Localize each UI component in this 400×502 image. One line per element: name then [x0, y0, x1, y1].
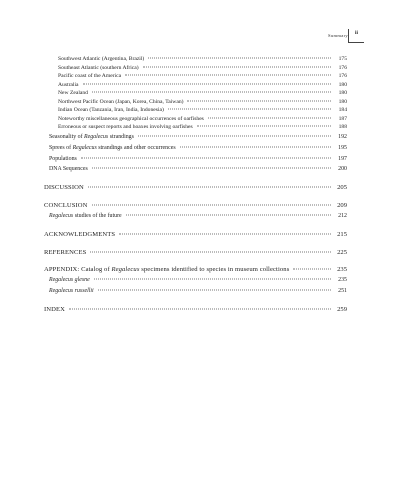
toc-entry: New Zealand 180 [58, 90, 347, 96]
toc-entry: Northwest Pacific Ocean (Japan, Korea, China, Taiwan) 180 [58, 98, 347, 105]
toc-entry: Seasonality of Regalecus strandings 192 [49, 134, 347, 140]
toc-entry-conclusion: CONCLUSION 209 [44, 202, 347, 209]
toc-entry-acknowledgments: ACKNOWLEDGMENTS 215 [44, 231, 347, 238]
toc-entry: Indian Ocean (Tanzania, Iran, India, Indonesia) 184 [58, 107, 347, 113]
toc-entry: DNA Sequences 200 [49, 166, 347, 172]
toc-entry-index: INDEX 259 [44, 306, 347, 313]
toc-entry: Sprees of Regalecus strandings and other occurrences 195 [49, 145, 347, 151]
running-title: Summary [328, 33, 348, 38]
toc-entry: Australia 180 [58, 81, 347, 88]
toc-entry: Noteworthy miscellaneous geographical occurrences of oarfishes 187 [58, 115, 347, 122]
toc-entry-references: REFERENCES 225 [44, 249, 347, 256]
toc-entry: Erroneous or suspect reports and hoaxes involving oarfishes 188 [58, 124, 347, 130]
toc-entry: Regalecus glesne 235 [49, 277, 347, 283]
toc-entry: Populations 197 [49, 156, 347, 162]
toc-entry-discussion: DISCUSSION 205 [44, 184, 347, 191]
toc-entry-appendix: APPENDIX: Catalog of Regalecus specimens identified to species in museum collections 235 [44, 266, 347, 273]
toc-entry: Southwest Atlantic (Argentina, Brazil) 175 [58, 56, 347, 62]
running-header [0, 31, 400, 43]
toc-entry: Regalecus russellii 251 [49, 288, 347, 294]
toc-entry: Regalecus studies of the future 212 [49, 213, 347, 219]
toc-entry: Pacific coast of the America 176 [58, 73, 347, 79]
toc-entry: Southeast Atlantic (southern Africa) 176 [58, 64, 347, 71]
page-number: ii [348, 29, 364, 43]
